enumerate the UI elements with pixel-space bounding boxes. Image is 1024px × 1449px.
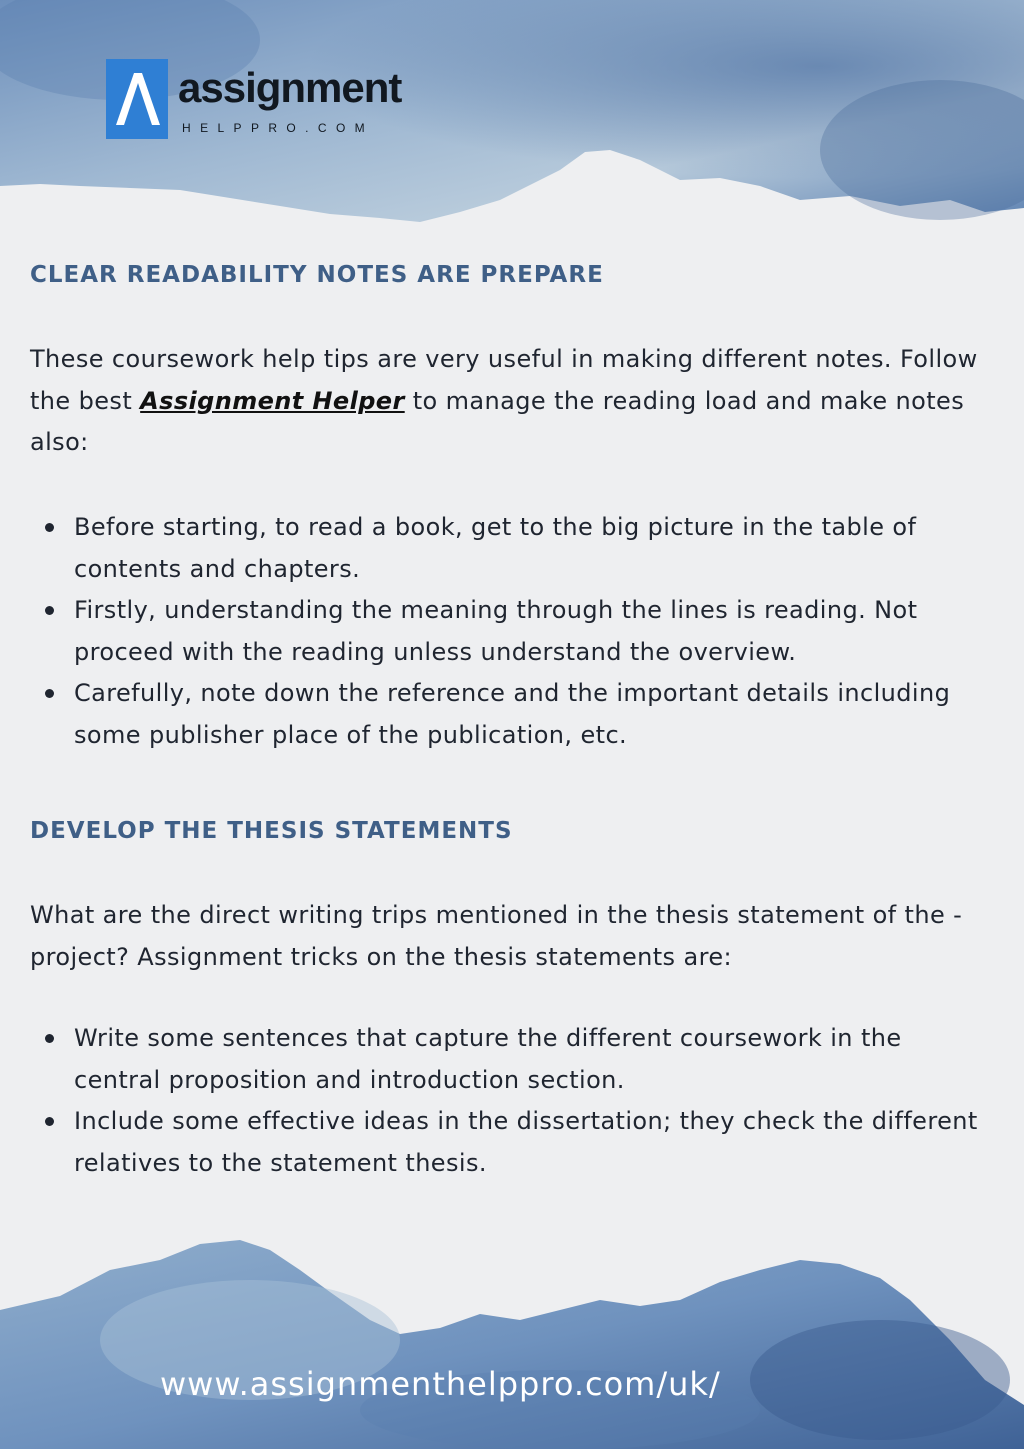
- bottom-watercolor-decoration: [0, 1230, 1024, 1449]
- list-item: Write some sentences that capture the different coursework in the central proposition and introduction section.: [30, 1018, 995, 1101]
- section-heading-thesis: DEVELOP THE THESIS STATEMENTS: [30, 818, 513, 844]
- bullet-icon: [45, 523, 54, 532]
- assignment-helper-link[interactable]: Assignment Helper: [140, 386, 405, 415]
- readability-tips-list: [30, 507, 995, 756]
- list-item: Before starting, to read a book, get to the big picture in the table of contents and chapters.: [30, 507, 995, 590]
- logo-a-icon: [106, 59, 168, 139]
- section-intro-readability: [30, 339, 995, 464]
- thesis-tips-list: [30, 1018, 995, 1184]
- intro-text-continued: to manage the reading load and make notes also:: [30, 386, 965, 456]
- logo-wordmark: assignment: [178, 64, 402, 111]
- list-item: Carefully, note down the reference and the important details including some publisher place of the publication, etc.: [30, 673, 995, 756]
- intro-text: These coursework help tips are very useful in making different notes. Follow the best: [30, 345, 978, 415]
- list-item: Firstly, understanding the meaning through the lines is reading. Not proceed with the reading unless understand the overview.: [30, 590, 995, 673]
- footer-website-url[interactable]: www.assignmenthelppro.com/uk/: [160, 1365, 721, 1403]
- bullet-icon: [45, 606, 54, 615]
- bullet-icon: [45, 1117, 54, 1126]
- brand-logo: [106, 59, 426, 139]
- logo-subtext: HELPPRO.COM: [182, 121, 375, 135]
- list-item: Include some effective ideas in the dissertation; they check the different relatives to the statement thesis.: [30, 1101, 995, 1184]
- section-heading-readability: CLEAR READABILITY NOTES ARE PREPARE: [30, 262, 604, 288]
- section-intro-thesis: What are the direct writing trips mentioned in the thesis statement of the -project? Assignment tricks on the thesis statements are:: [30, 901, 963, 971]
- bullet-icon: [45, 689, 54, 698]
- bullet-icon: [45, 1034, 54, 1043]
